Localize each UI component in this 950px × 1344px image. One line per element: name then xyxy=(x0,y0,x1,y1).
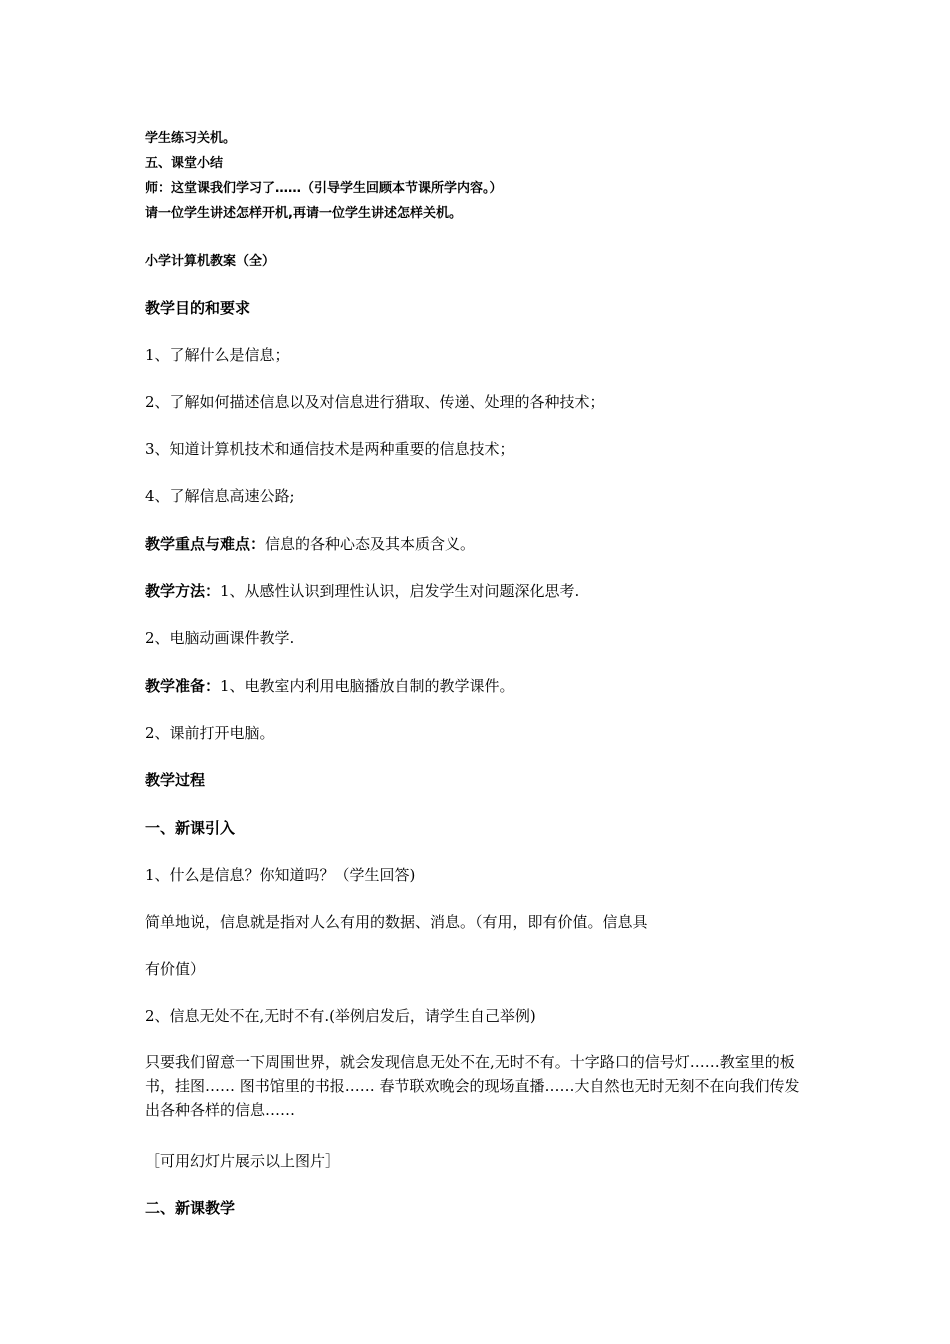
examples-paragraph: 只要我们留意一下周围世界，就会发现信息无处不在,无时不有。十字路口的信号灯……教室里的板书，挂图…… 图书馆里的书报…… 春节联欢晚会的现场直播……大自然也无时无刻不在向我们传发出各种各样的信息…… xyxy=(145,1053,800,1119)
prep-label: 教学准备： xyxy=(145,677,221,695)
prep xyxy=(145,675,515,696)
methods-text-1: 1、从感性认识到理性认识，启发学生对问题深化思考. xyxy=(220,582,580,600)
objective-item: 2、了解如何描述信息以及对信息进行猎取、传递、处理的各种技术； xyxy=(145,393,605,411)
objectives-heading: 教学目的和要求 xyxy=(145,299,251,317)
answer-1-line-2: 有价值） xyxy=(145,960,206,978)
prep-text-1: 1、电教室内利用电脑播放自制的教学课件。 xyxy=(220,677,515,695)
top-line-2: 五、课堂小结 xyxy=(145,156,224,171)
key-points xyxy=(145,533,475,554)
process-heading: 教学过程 xyxy=(145,771,206,789)
objective-item: 3、知道计算机技术和通信技术是两种重要的信息技术； xyxy=(145,440,515,458)
doc-title: 小学计算机教案（全） xyxy=(145,254,276,269)
key-points-label: 教学重点与难点： xyxy=(145,535,266,553)
objective-item: 4、了解信息高速公路; xyxy=(145,487,295,505)
section-heading-1: 一、新课引入 xyxy=(145,819,236,837)
objective-item: 1、了解什么是信息； xyxy=(145,346,290,364)
top-line-1: 学生练习关机。 xyxy=(145,131,237,146)
answer-1-line-1: 简单地说，信息就是指对人么有用的数据、消息。（有用，即有价值。信息具 xyxy=(145,913,648,931)
top-line-3: 师：这堂课我们学习了……（引导学生回顾本节课所学内容。） xyxy=(145,181,503,196)
methods-label: 教学方法： xyxy=(145,582,221,600)
prep-text-2: 2、课前打开电脑。 xyxy=(145,724,275,742)
top-line-4: 请一位学生讲述怎样开机,再请一位学生讲述怎样关机。 xyxy=(145,206,462,221)
slide-note: ［可用幻灯片展示以上图片］ xyxy=(145,1152,341,1170)
key-points-text: 信息的各种心态及其本质含义。 xyxy=(265,535,476,553)
methods xyxy=(145,580,579,601)
question-2: 2、信息无处不在,无时不有.(举例启发后，请学生自己举例) xyxy=(145,1007,536,1025)
question-1: 1、什么是信息？你知道吗？（学生回答) xyxy=(145,866,416,884)
section-heading-2: 二、新课教学 xyxy=(145,1199,236,1217)
methods-text-2: 2、电脑动画课件教学. xyxy=(145,629,295,647)
